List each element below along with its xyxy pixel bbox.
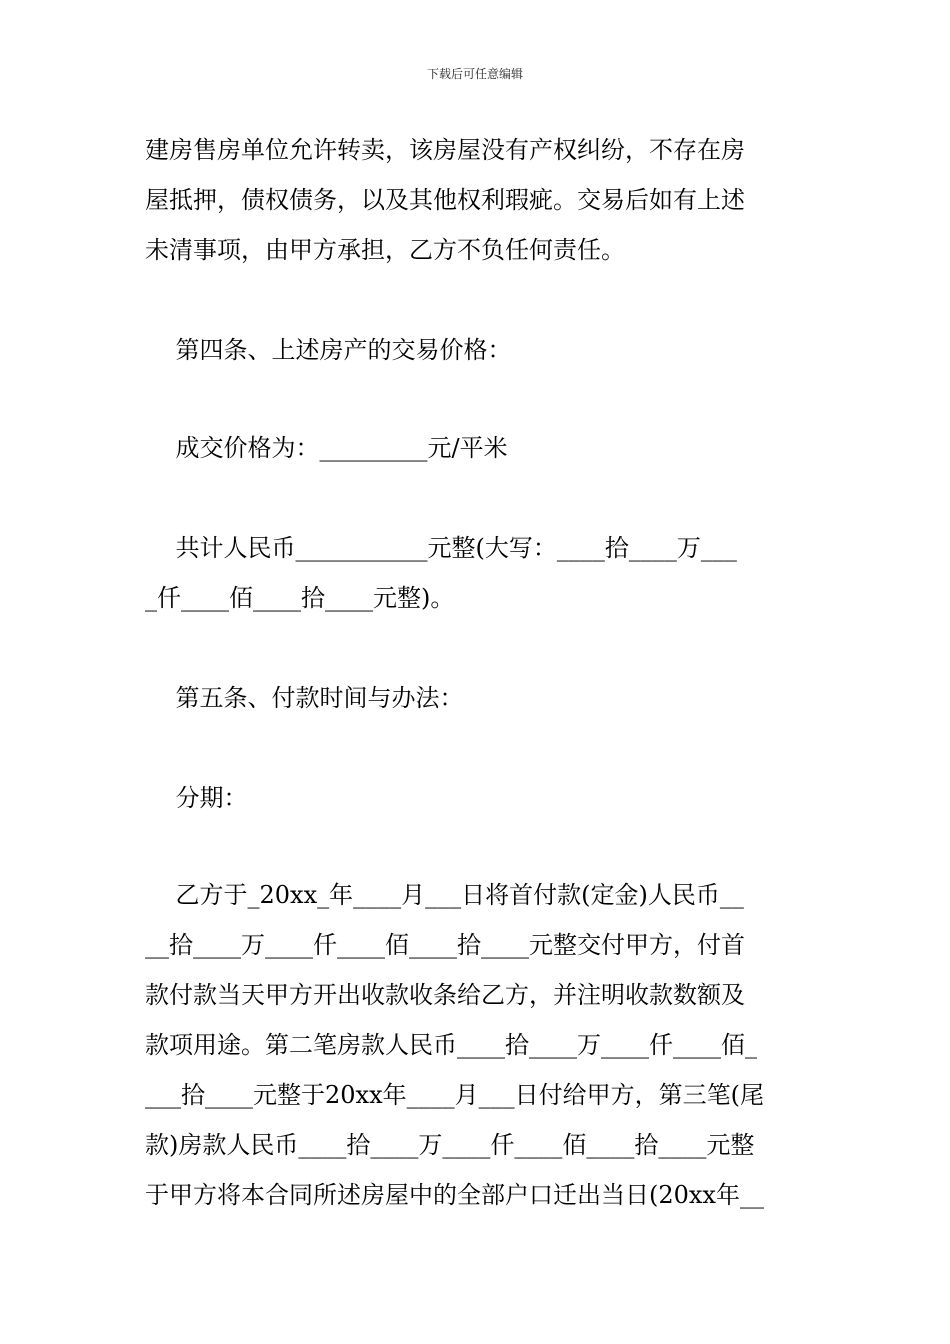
text-line: 款付款当天甲方开出收款收条给乙方，并注明收款数额及 [145, 981, 745, 1009]
text-line: ___拾____元整于20xx年____月___日付给甲方，第三笔(尾 [145, 1081, 764, 1109]
article-5-heading: 第五条、付款时间与办法： [145, 684, 464, 712]
price-per-sqm-line: 成交价格为：_________元/平米 [145, 434, 508, 462]
article-4-heading: 第四条、上述房产的交易价格： [145, 336, 512, 364]
text-line: 建房售房单位允许转卖，该房屋没有产权纠纷，不存在房 [145, 136, 745, 164]
text-line: 款项用途。第二笔房款人民币____拾____万____仟____佰_ [145, 1031, 757, 1059]
total-price-line: 共计人民币___________元整(大写：____拾____万___ [145, 534, 737, 562]
text-line: _仟____佰____拾____元整)。 [145, 584, 455, 612]
text-line: 乙方于_20xx_年____月___日将首付款(定金)人民币__ [145, 881, 744, 909]
text-line: 未清事项，由甲方承担，乙方不负任何责任。 [145, 236, 625, 264]
text-line: 于甲方将本合同所述房屋中的全部户口迁出当日(20xx年__ [145, 1181, 764, 1209]
text-line: 款)房款人民币____拾____万____仟____佰____拾____元整 [145, 1131, 755, 1159]
page-header: 下载后可任意编辑 [426, 67, 523, 81]
text-line: __拾____万____仟____佰____拾____元整交付甲方，付首 [145, 931, 745, 959]
installment-label: 分期： [145, 784, 248, 812]
text-line: 屋抵押，债权债务，以及其他权利瑕疵。交易后如有上述 [145, 186, 745, 214]
